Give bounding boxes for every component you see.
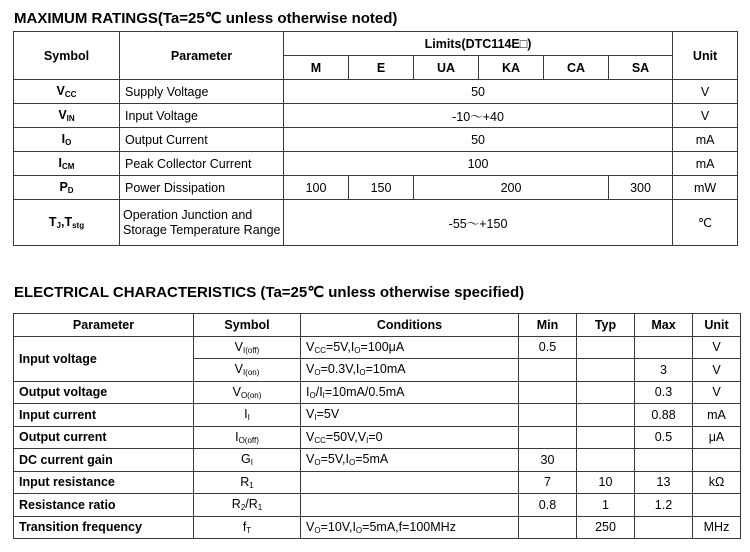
unit-cell: V — [673, 80, 738, 104]
symbol-cell: $V_{CC}$ — [14, 80, 120, 104]
table-row — [14, 494, 741, 517]
table-row — [14, 471, 741, 494]
min-cell: 7 — [519, 471, 577, 494]
min-cell — [519, 381, 577, 404]
header-symbol: Symbol — [14, 32, 120, 80]
max-cell: 13 — [635, 471, 693, 494]
electrical-title: ELECTRICAL CHARACTERISTICS (Ta=25℃ unless otherwise specified) — [14, 284, 525, 301]
min-cell: 0.8 — [519, 494, 577, 517]
symbol-cell: $I_{O(off)}$ — [194, 426, 301, 449]
table-row — [14, 128, 738, 152]
limit-cell-sa: 300 — [609, 176, 673, 200]
header-unit: Unit — [673, 32, 738, 80]
parameter-cell: Input Voltage — [120, 104, 284, 128]
parameter-cell: Operation Junction and Storage Temperature Range — [120, 200, 284, 246]
limit-cell: 50 — [284, 128, 673, 152]
table-row — [14, 200, 738, 246]
header-parameter: Parameter — [14, 314, 194, 337]
limit-cell: 50 — [284, 80, 673, 104]
table-row — [14, 426, 741, 449]
max-ratings-table — [13, 31, 738, 246]
conditions-cell: $V_O=10V,I_O=5mA,f=100MHz$ — [301, 516, 519, 539]
table-row — [14, 176, 738, 200]
typ-cell — [577, 336, 635, 359]
table-row — [14, 104, 738, 128]
typ-cell — [577, 381, 635, 404]
symbol-cell: $V_{O(on)}$ — [194, 381, 301, 404]
table-row — [14, 381, 741, 404]
parameter-cell: Output current — [14, 426, 194, 449]
max-cell: 1.2 — [635, 494, 693, 517]
unit-cell: kΩ — [693, 471, 741, 494]
max-cell: 0.3 — [635, 381, 693, 404]
table-row — [14, 336, 741, 359]
unit-cell — [693, 449, 741, 472]
symbol-cell: $I_O$ — [14, 128, 120, 152]
max-cell: 0.5 — [635, 426, 693, 449]
parameter-cell: Transition frequency — [14, 516, 194, 539]
symbol-cell: $R_2/R_1$ — [194, 494, 301, 517]
unit-cell: MHz — [693, 516, 741, 539]
parameter-cell: Resistance ratio — [14, 494, 194, 517]
parameter-cell: Input voltage — [14, 336, 194, 381]
header-max: Max — [635, 314, 693, 337]
symbol-cell: $V_{IN}$ — [14, 104, 120, 128]
limit-cell-ua-ka-ca: 200 — [414, 176, 609, 200]
min-cell — [519, 516, 577, 539]
unit-cell: μA — [693, 426, 741, 449]
parameter-cell: Output Current — [120, 128, 284, 152]
symbol-cell: $I_I$ — [194, 404, 301, 427]
min-cell — [519, 359, 577, 382]
limit-cell: 100 — [284, 152, 673, 176]
conditions-cell: $V_O=5V,I_O=5mA$ — [301, 449, 519, 472]
max-ratings-title: MAXIMUM RATINGS(Ta=25℃ unless otherwise noted) — [14, 10, 398, 27]
unit-cell: V — [673, 104, 738, 128]
typ-cell — [577, 426, 635, 449]
variant-ca: CA — [544, 56, 609, 80]
electrical-table — [13, 313, 741, 539]
limit-cell-e: 150 — [349, 176, 414, 200]
conditions-cell: $V_{CC}=5V,I_O=100\mu A$ — [301, 336, 519, 359]
min-cell: 0.5 — [519, 336, 577, 359]
max-cell — [635, 336, 693, 359]
table-row — [14, 152, 738, 176]
variant-e: E — [349, 56, 414, 80]
header-limits: Limits(DTC114E□) — [284, 32, 673, 56]
limit-cell: -55～+150 — [284, 200, 673, 246]
header-conditions: Conditions — [301, 314, 519, 337]
symbol-cell: $f_T$ — [194, 516, 301, 539]
limit-cell: -10～+40 — [284, 104, 673, 128]
variant-m: M — [284, 56, 349, 80]
table-row — [14, 516, 741, 539]
max-cell: 0.88 — [635, 404, 693, 427]
unit-cell: mA — [673, 128, 738, 152]
parameter-cell: Output voltage — [14, 381, 194, 404]
max-cell — [635, 449, 693, 472]
header-min: Min — [519, 314, 577, 337]
unit-cell: V — [693, 336, 741, 359]
unit-cell: V — [693, 359, 741, 382]
table-row — [14, 80, 738, 104]
symbol-cell: $V_{I(on)}$ — [194, 359, 301, 382]
header-unit: Unit — [693, 314, 741, 337]
unit-cell: mA — [693, 404, 741, 427]
unit-cell: mW — [673, 176, 738, 200]
typ-cell — [577, 449, 635, 472]
max-cell: 3 — [635, 359, 693, 382]
limit-cell-m: 100 — [284, 176, 349, 200]
conditions-cell: $V_I=5V$ — [301, 404, 519, 427]
unit-cell: V — [693, 381, 741, 404]
typ-cell — [577, 359, 635, 382]
variant-ka: KA — [479, 56, 544, 80]
symbol-cell: $I_{CM}$ — [14, 152, 120, 176]
min-cell — [519, 426, 577, 449]
parameter-cell: Power Dissipation — [120, 176, 284, 200]
conditions-cell: $V_{CC}=50V,V_I=0$ — [301, 426, 519, 449]
symbol-cell: $P_D$ — [14, 176, 120, 200]
header-symbol: Symbol — [194, 314, 301, 337]
variant-ua: UA — [414, 56, 479, 80]
table-row — [14, 404, 741, 427]
unit-cell: mA — [673, 152, 738, 176]
unit-cell: ℃ — [673, 200, 738, 246]
typ-cell: 250 — [577, 516, 635, 539]
conditions-cell: $V_O=0.3V,I_O=10mA$ — [301, 359, 519, 382]
parameter-cell: Input resistance — [14, 471, 194, 494]
table-row — [14, 449, 741, 472]
conditions-cell — [301, 471, 519, 494]
header-parameter: Parameter — [120, 32, 284, 80]
header-typ: Typ — [577, 314, 635, 337]
parameter-cell: Supply Voltage — [120, 80, 284, 104]
min-cell: 30 — [519, 449, 577, 472]
conditions-cell: $I_O/I_I=10mA/0.5mA$ — [301, 381, 519, 404]
parameter-cell: Input current — [14, 404, 194, 427]
min-cell — [519, 404, 577, 427]
variant-sa: SA — [609, 56, 673, 80]
max-cell — [635, 516, 693, 539]
typ-cell: 10 — [577, 471, 635, 494]
parameter-cell: Peak Collector Current — [120, 152, 284, 176]
conditions-cell — [301, 494, 519, 517]
typ-cell: 1 — [577, 494, 635, 517]
typ-cell — [577, 404, 635, 427]
symbol-cell: $R_1$ — [194, 471, 301, 494]
symbol-cell: $G_I$ — [194, 449, 301, 472]
parameter-cell: DC current gain — [14, 449, 194, 472]
symbol-cell: $T_J,T_{stg}$ — [14, 200, 120, 246]
unit-cell — [693, 494, 741, 517]
symbol-cell: $V_{I(off)}$ — [194, 336, 301, 359]
